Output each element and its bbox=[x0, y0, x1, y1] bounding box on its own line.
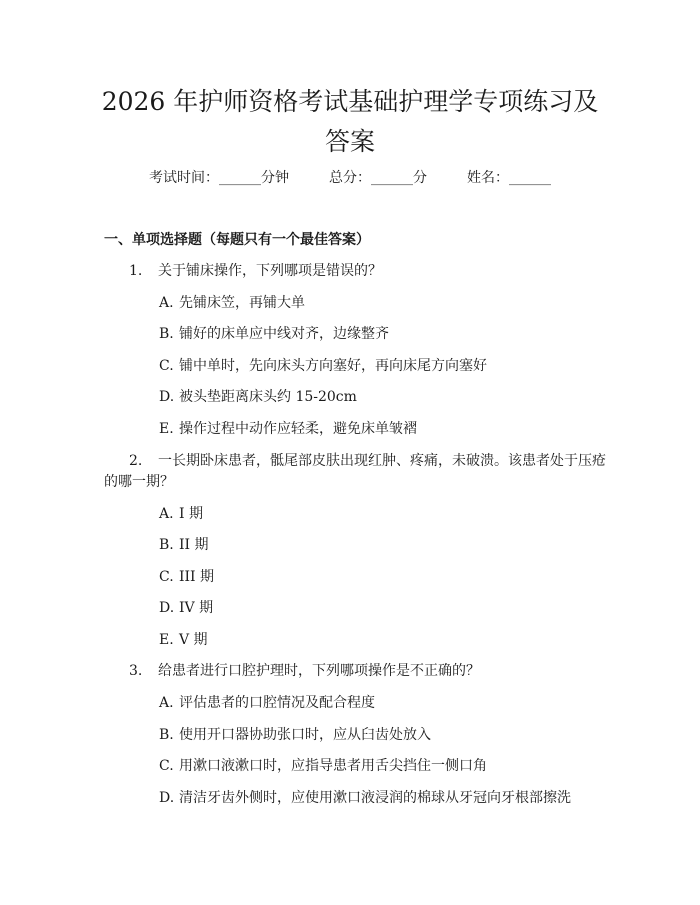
option-letter: E. bbox=[159, 632, 174, 648]
question-text: 一长期卧床患者，骶尾部皮肤出现红肿、疼痛，未破溃。该患者处于压疮 bbox=[158, 453, 606, 469]
option-3b bbox=[159, 725, 431, 745]
option-letter: C. bbox=[159, 569, 174, 585]
option-text: 操作过程中动作应轻柔，避免床单皱褶 bbox=[179, 421, 417, 437]
option-1c bbox=[159, 356, 487, 376]
question-number: 1. bbox=[129, 263, 143, 279]
option-text: 铺好的床单应中线对齐，边缘整齐 bbox=[179, 326, 389, 342]
option-letter: C. bbox=[159, 758, 174, 774]
option-text: 用漱口液漱口时，应指导患者用舌尖挡住一侧口角 bbox=[179, 758, 487, 774]
question-number: 2. bbox=[129, 453, 143, 469]
option-1a bbox=[159, 293, 305, 313]
exam-info-row bbox=[0, 168, 700, 188]
option-letter: A. bbox=[159, 506, 174, 522]
option-2a bbox=[159, 504, 203, 524]
question-1 bbox=[129, 261, 382, 281]
title-line-1: 2026 年护师资格考试基础护理学专项练习及 bbox=[101, 87, 599, 116]
option-1b bbox=[159, 324, 389, 344]
option-letter: C. bbox=[159, 358, 174, 374]
option-letter: B. bbox=[159, 326, 174, 342]
question-2 bbox=[129, 451, 606, 471]
exam-time-field: 考试时间：______分钟 bbox=[149, 170, 289, 186]
option-2b bbox=[159, 535, 209, 555]
document-title bbox=[60, 82, 640, 162]
option-3d bbox=[159, 788, 571, 808]
option-letter: E. bbox=[159, 421, 174, 437]
option-letter: B. bbox=[159, 727, 174, 743]
option-text: II 期 bbox=[179, 537, 209, 553]
option-text: 清洁牙齿外侧时，应使用漱口液浸润的棉球从牙冠向牙根部擦洗 bbox=[179, 790, 571, 806]
option-3c bbox=[159, 756, 487, 776]
option-1d bbox=[159, 387, 357, 407]
option-3a bbox=[159, 693, 375, 713]
option-text: 先铺床笠，再铺大单 bbox=[179, 295, 305, 311]
question-number: 3. bbox=[129, 663, 143, 679]
question-text: 给患者进行口腔护理时，下列哪项操作是不正确的？ bbox=[158, 663, 480, 679]
question-2-continued: 的哪一期？ bbox=[104, 474, 174, 490]
option-letter: A. bbox=[159, 695, 174, 711]
option-text: IV 期 bbox=[179, 600, 214, 616]
question-text: 关于铺床操作，下列哪项是错误的？ bbox=[158, 263, 382, 279]
option-1e bbox=[159, 419, 417, 439]
name-field: 姓名：______ bbox=[467, 170, 551, 186]
option-text: V 期 bbox=[179, 632, 208, 648]
option-letter: D. bbox=[159, 389, 175, 405]
option-2d bbox=[159, 598, 213, 618]
option-text: 评估患者的口腔情况及配合程度 bbox=[179, 695, 375, 711]
question-3 bbox=[129, 661, 480, 681]
option-text: 使用开口器协助张口时，应从臼齿处放入 bbox=[179, 727, 431, 743]
option-text: 被头垫距离床头约 15-20cm bbox=[179, 389, 357, 405]
option-2e bbox=[159, 630, 208, 650]
title-line-2: 答案 bbox=[324, 127, 375, 156]
total-score-field: 总分：______分 bbox=[329, 170, 427, 186]
option-letter: B. bbox=[159, 537, 174, 553]
section-title: 一、单项选择题（每题只有一个最佳答案） bbox=[104, 232, 370, 248]
option-2c bbox=[159, 567, 214, 587]
option-text: I 期 bbox=[179, 506, 203, 522]
option-letter: A. bbox=[159, 295, 174, 311]
option-letter: D. bbox=[159, 790, 175, 806]
option-letter: D. bbox=[159, 600, 175, 616]
option-text: III 期 bbox=[179, 569, 215, 585]
option-text: 铺中单时，先向床头方向塞好，再向床尾方向塞好 bbox=[179, 358, 487, 374]
